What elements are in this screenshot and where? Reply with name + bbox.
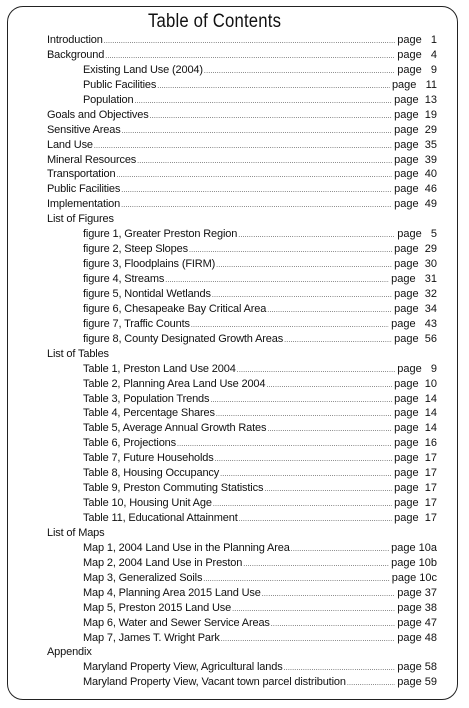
toc-entry-label: Map 2, 2004 Land Use in Preston: [83, 556, 243, 569]
toc-entry-page: page 37: [397, 586, 437, 599]
toc-entry-label: Map 5, Preston 2015 Land Use: [83, 601, 232, 614]
dot-leader: [243, 558, 389, 573]
toc-entry[interactable]: [47, 601, 437, 616]
toc-entry[interactable]: [47, 78, 437, 93]
toc-entry-label: Implementation: [47, 198, 121, 211]
toc-entry[interactable]: [47, 182, 437, 197]
dot-leader: [189, 244, 392, 259]
toc-entry-page: page 17: [394, 497, 437, 510]
toc-entry-label: Public Facilities: [83, 78, 157, 91]
toc-entry[interactable]: [47, 377, 437, 392]
toc-section-heading: [47, 347, 437, 362]
toc-entry[interactable]: [47, 48, 437, 63]
toc-entry-page: page 16: [394, 437, 437, 450]
toc-entry[interactable]: [47, 302, 437, 317]
toc-entry-page: page 47: [397, 616, 437, 629]
toc-entry[interactable]: [47, 138, 437, 153]
toc-entry-label: Population: [83, 93, 134, 106]
toc-entry-label: Table 1, Preston Land Use 2004: [83, 362, 236, 375]
dot-leader: [221, 633, 395, 648]
toc-entry-page: page 31: [391, 273, 437, 285]
toc-entry-label: figure 4, Streams: [83, 273, 165, 285]
toc-entry-page: page 4: [397, 48, 437, 61]
toc-entry-page: page 10c: [391, 571, 437, 584]
toc-entry[interactable]: [47, 33, 437, 48]
toc-entry-page: page 19: [394, 108, 437, 121]
toc-entry-label: Table 8, Housing Occupancy: [83, 467, 220, 480]
dot-leader: [291, 543, 389, 558]
toc-entry-label: Map 6, Water and Sewer Service Areas: [83, 616, 270, 629]
toc-entry-page: page 9: [397, 362, 437, 375]
toc-entry[interactable]: [47, 675, 437, 690]
dot-leader: [238, 229, 395, 244]
toc-entry[interactable]: [47, 287, 437, 302]
dot-leader: [210, 394, 392, 409]
toc-entry-label: Table 2, Planning Area Land Use 2004: [83, 377, 266, 390]
toc-entry-label: Maryland Property View, Vacant town parcel distribution: [83, 676, 346, 689]
toc-entry-page: page 34: [394, 302, 437, 315]
toc-entry[interactable]: [47, 421, 437, 436]
toc-entry[interactable]: [47, 317, 437, 332]
toc-entry[interactable]: [47, 167, 437, 182]
toc-entry[interactable]: [47, 660, 437, 675]
dot-leader: [262, 588, 395, 603]
dot-leader: [137, 155, 392, 170]
toc-entry-label: Table 9, Preston Commuting Statistics: [83, 482, 264, 495]
toc-entry[interactable]: [47, 272, 437, 287]
toc-entry-page: page 11: [391, 78, 437, 91]
toc-list: [47, 33, 437, 690]
dot-leader: [347, 677, 395, 692]
toc-entry-page: page 17: [394, 452, 437, 465]
toc-entry-label: Transportation: [47, 168, 116, 181]
toc-entry-page: page 14: [394, 422, 437, 435]
toc-entry-page: page 40: [394, 168, 437, 181]
toc-entry[interactable]: [47, 362, 437, 377]
toc-entry-label: figure 5, Nontidal Wetlands: [83, 287, 211, 300]
toc-entry[interactable]: [47, 406, 437, 421]
toc-entry[interactable]: [47, 631, 437, 646]
dot-leader: [284, 334, 392, 349]
toc-entry-label: Table 11, Educational Attainment: [83, 512, 238, 524]
toc-entry-label: Table 3, Population Trends: [83, 392, 210, 405]
toc-entry-label: figure 3, Floodplains (FIRM): [83, 258, 216, 271]
toc-entry[interactable]: [47, 436, 437, 451]
toc-entry-label: Table 4, Percentage Shares: [83, 407, 215, 420]
toc-entry[interactable]: [47, 242, 437, 257]
toc-entry-page: page 10a: [391, 541, 437, 554]
toc-entry-label: Map 3, Generalized Soils: [83, 571, 203, 584]
toc-entry-label: Map 7, James T. Wright Park: [83, 631, 220, 644]
toc-entry-page: page 43: [391, 317, 437, 330]
toc-entry[interactable]: [47, 108, 437, 123]
toc-entry-page: page 9: [397, 63, 437, 76]
toc-entry[interactable]: [47, 197, 437, 212]
dot-leader: [267, 423, 392, 438]
toc-entry-label: Map 1, 2004 Land Use in the Planning Area: [83, 541, 290, 554]
toc-entry-page: page 30: [394, 258, 437, 271]
dot-leader: [267, 304, 392, 319]
toc-entry[interactable]: [47, 227, 437, 242]
toc-entry-label: Maryland Property View, Agricultural lands: [83, 661, 283, 674]
toc-entry-page: page 32: [394, 287, 437, 300]
toc-entry-label: List of Tables: [47, 347, 109, 360]
toc-entry[interactable]: [47, 153, 437, 168]
toc-entry-page: page 39: [394, 153, 437, 166]
dot-leader: [150, 110, 393, 125]
toc-section-heading: [47, 212, 437, 227]
toc-entry[interactable]: [47, 466, 437, 481]
dot-leader: [157, 80, 390, 95]
toc-entry[interactable]: [47, 451, 437, 466]
toc-entry-page: page 59: [397, 676, 437, 689]
toc-entry-page: page 10: [394, 377, 437, 390]
dot-leader: [122, 125, 393, 140]
dot-leader: [216, 259, 392, 274]
toc-entry-label: Appendix: [47, 646, 92, 659]
toc-entry-label: Table 6, Projections: [83, 437, 176, 450]
toc-entry-label: List of Figures: [47, 213, 114, 226]
toc-entry[interactable]: [47, 63, 437, 78]
toc-entry[interactable]: [47, 511, 437, 526]
toc-entry-label: Sensitive Areas: [47, 123, 121, 136]
toc-entry[interactable]: [47, 93, 437, 108]
dot-leader: [239, 513, 393, 528]
toc-entry-label: Background: [47, 48, 105, 61]
toc-entry[interactable]: [47, 616, 437, 631]
toc-entry-page: page 13: [394, 93, 437, 106]
dot-leader: [264, 483, 392, 498]
toc-entry-page: page 5: [397, 228, 437, 241]
toc-entry-page: page 10b: [391, 556, 437, 569]
toc-entry-label: Table 7, Future Households: [83, 452, 214, 465]
toc-entry-page: page 56: [394, 332, 437, 345]
toc-entry-page: page 1: [397, 34, 437, 46]
dot-leader: [135, 95, 393, 110]
toc-entry[interactable]: [47, 392, 437, 407]
toc-entry[interactable]: [47, 123, 437, 138]
toc-entry-label: figure 8, County Designated Growth Areas: [83, 332, 284, 345]
toc-entry-page: page 29: [394, 123, 437, 136]
toc-entry-label: Land Use: [47, 138, 93, 151]
toc-entry-label: figure 7, Traffic Counts: [83, 317, 190, 330]
toc-entry-page: page 14: [394, 392, 437, 405]
toc-entry-label: Table 5, Average Annual Growth Rates: [83, 422, 267, 435]
toc-entry[interactable]: [47, 571, 437, 586]
toc-entry-label: Introduction: [47, 34, 103, 46]
toc-entry-page: page 38: [397, 601, 437, 614]
toc-entry-label: Map 4, Planning Area 2015 Land Use: [83, 586, 261, 599]
dot-leader: [213, 498, 392, 513]
dot-leader: [204, 65, 395, 80]
toc-entry-label: List of Maps: [47, 526, 105, 539]
dot-leader: [266, 379, 392, 394]
toc-entry-label: figure 6, Chesapeake Bay Critical Area: [83, 302, 267, 315]
toc-section-heading: [47, 645, 437, 660]
toc-entry-label: Mineral Resources: [47, 153, 137, 166]
toc-entry[interactable]: [47, 541, 437, 556]
dot-leader: [121, 184, 392, 199]
toc-entry-page: page 14: [394, 407, 437, 420]
toc-entry-page: page 48: [397, 631, 437, 644]
toc-entry[interactable]: [47, 556, 437, 571]
toc-entry-page: page 17: [394, 512, 437, 524]
toc-section-heading: [47, 526, 437, 541]
toc-entry-page: page 58: [397, 661, 437, 674]
toc-entry[interactable]: [47, 332, 437, 347]
toc-entry-page: page 17: [394, 467, 437, 480]
dot-leader: [104, 35, 396, 50]
dot-leader: [271, 618, 395, 633]
dot-leader: [116, 169, 392, 184]
toc-entry-page: page 46: [394, 183, 437, 196]
toc-entry-label: Public Facilities: [47, 183, 121, 196]
dot-leader: [215, 453, 393, 468]
toc-entry-page: page 17: [394, 482, 437, 495]
toc-entry-label: Existing Land Use (2004): [83, 63, 203, 76]
toc-entry[interactable]: [47, 257, 437, 272]
toc-entry[interactable]: [47, 496, 437, 511]
toc-entry[interactable]: [47, 481, 437, 496]
toc-entry-label: Goals and Objectives: [47, 108, 149, 121]
toc-entry[interactable]: [47, 586, 437, 601]
page-title: Table of Contents: [147, 11, 282, 32]
toc-entry-label: Table 10, Housing Unit Age: [83, 497, 212, 510]
dot-leader: [121, 199, 392, 214]
toc-entry-label: figure 1, Greater Preston Region: [83, 228, 238, 241]
toc-entry-label: figure 2, Steep Slopes: [83, 243, 188, 256]
toc-entry-page: page 29: [394, 243, 437, 256]
dot-leader: [94, 140, 392, 155]
toc-entry-page: page 35: [394, 138, 437, 151]
toc-entry-page: page 49: [394, 198, 437, 211]
